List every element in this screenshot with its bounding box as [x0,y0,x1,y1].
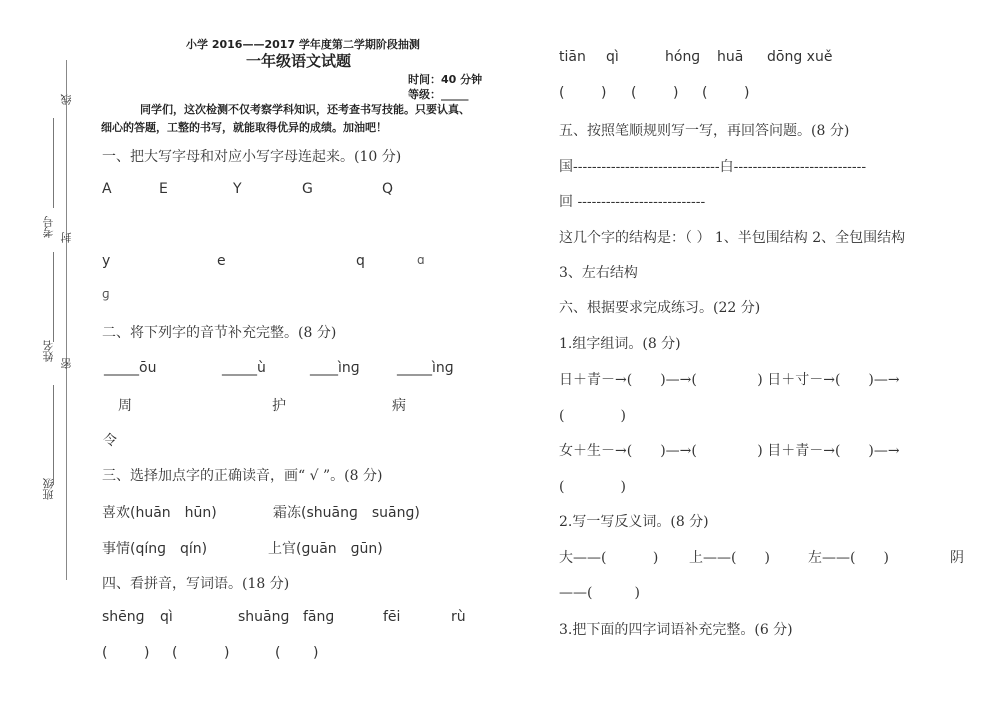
q2-heading: 二、将下列字的音节补充完整。(8 分) [102,325,337,341]
margin-label-feng: 封 [60,232,73,243]
bracket-close: ) [744,85,750,101]
bracket-close: ) [601,85,607,101]
antonym-da: 大——( ) [559,550,659,566]
bracket-close: ) [224,645,230,661]
syllable-4: _____ìnɡ [397,360,454,376]
bracket-open: ( [172,645,178,661]
syllable-2: _____ù [222,360,266,376]
q5-stroke-line-1: 国-------------------------------白---------------------------- [559,159,867,175]
q1-heading: 一、把大写字母和对应小写字母连起来。(10 分) [102,149,402,165]
q3-item-3: 事情(qínɡ qín) [102,541,208,557]
char-zhou: 周 [118,398,132,414]
pinyin-hua: huā [717,49,744,65]
q6-sub1-row-1-cont: ( ) [559,408,626,424]
letter-a: ɑ [417,253,425,267]
q6-sub1-row-2: 女＋生－→( )—→( ) 目＋青－→( )—→ [559,443,900,459]
pinyin-qi: qì [606,49,619,65]
margin-label-xian: 线 [60,94,73,105]
bracket-close: ) [144,645,150,661]
name-line-mid [53,252,54,342]
letter-Y: Y [233,181,242,197]
q6-sub1-row-2-cont: ( ) [559,479,626,495]
exam-title: 一年级语文试题 [246,52,352,70]
char-hu: 护 [272,398,286,414]
margin-label-xingming: 姓名 [42,340,55,362]
bracket-open: ( [102,645,108,661]
margin-label-banji: 班级 [42,478,55,500]
char-bing: 病 [392,398,406,414]
q6-sub2-heading: 2.写一写反义词。(8 分) [559,514,709,530]
exam-subtitle: 小学 2016——2017 学年度第二学期阶段抽测 [186,38,420,51]
intro-line-1: 同学们，这次检测不仅考察学科知识，还考查书写技能。只要认真、 [140,103,470,116]
syllable-1: _____ōu [104,360,157,376]
intro-line-2: 细心的答题，工整的书写，就能取得优异的成绩。加油吧！ [101,121,387,134]
bracket-open: ( [559,85,565,101]
exam-grade: 等级：_____ [408,88,469,101]
pinyin-fang: fānɡ [303,609,335,625]
letter-y: y [102,253,111,269]
bracket-close: ) [673,85,679,101]
q6-sub3-heading: 3.把下面的四字词语补充完整。(6 分) [559,622,793,638]
antonym-zuo: 左——( ) [808,550,889,566]
q3-item-2: 霜冻(shuānɡ suānɡ) [273,505,420,521]
bracket-open: ( [631,85,637,101]
letter-g: ɡ [102,287,110,301]
syllable-3: ____ìnɡ [310,360,360,376]
letter-e: e [217,253,226,269]
pinyin-tian: tiān [559,49,586,65]
q6-sub1-heading: 1.组字组词。(8 分) [559,336,681,352]
letter-E: E [159,181,168,197]
pinyin-dong-xue: dōng xuě [767,49,833,65]
letter-q: q [356,253,365,269]
q3-item-4: 上官(ɡuān ɡūn) [268,541,383,557]
q3-item-1: 喜欢(huān hūn) [102,505,217,521]
pinyin-hong: hónɡ [665,49,701,65]
margin-label-kaohao: 考号 [42,216,55,238]
antonym-yin: 阴 [950,550,964,566]
q3-heading: 三、选择加点字的正确读音，画“ √ ”。(8 分) [102,468,383,484]
q5-heading: 五、按照笔顺规则写一写，再回答问题。(8 分) [559,123,850,139]
pinyin-sheng: shēnɡ [102,609,145,625]
binding-line [66,60,67,580]
letter-A: A [102,181,112,197]
letter-G: G [302,181,313,197]
exam-time: 时间：40 分钟 [408,73,483,86]
name-line-low [53,385,54,485]
pinyin-shuang: shuānɡ [238,609,290,625]
q6-sub2-row-cont: ——( ) [559,585,640,601]
bracket-close: ) [313,645,319,661]
q5-structure-question-cont: 3、左右结构 [559,265,638,281]
pinyin-qi: qì [160,609,173,625]
pinyin-fei: fēi [383,609,401,625]
q5-stroke-line-2: 回 --------------------------- [559,194,706,210]
q6-heading: 六、根据要求完成练习。(22 分) [559,300,761,316]
q4-heading: 四、看拼音，写词语。(18 分) [102,576,290,592]
pinyin-ru: rù [451,609,466,625]
letter-Q: Q [382,181,394,197]
q5-structure-question: 这几个字的结构是：（ ） 1、半包围结构 2、全包围结构 [559,230,906,246]
antonym-shang: 上——( ) [689,550,770,566]
char-ling: 令 [103,433,117,449]
bracket-open: ( [702,85,708,101]
margin-label-mi: 密 [60,358,73,369]
q6-sub1-row-1: 日＋青－→( )—→( ) 日＋寸－→( )—→ [559,372,900,388]
bracket-open: ( [275,645,281,661]
name-line-top [53,118,54,208]
